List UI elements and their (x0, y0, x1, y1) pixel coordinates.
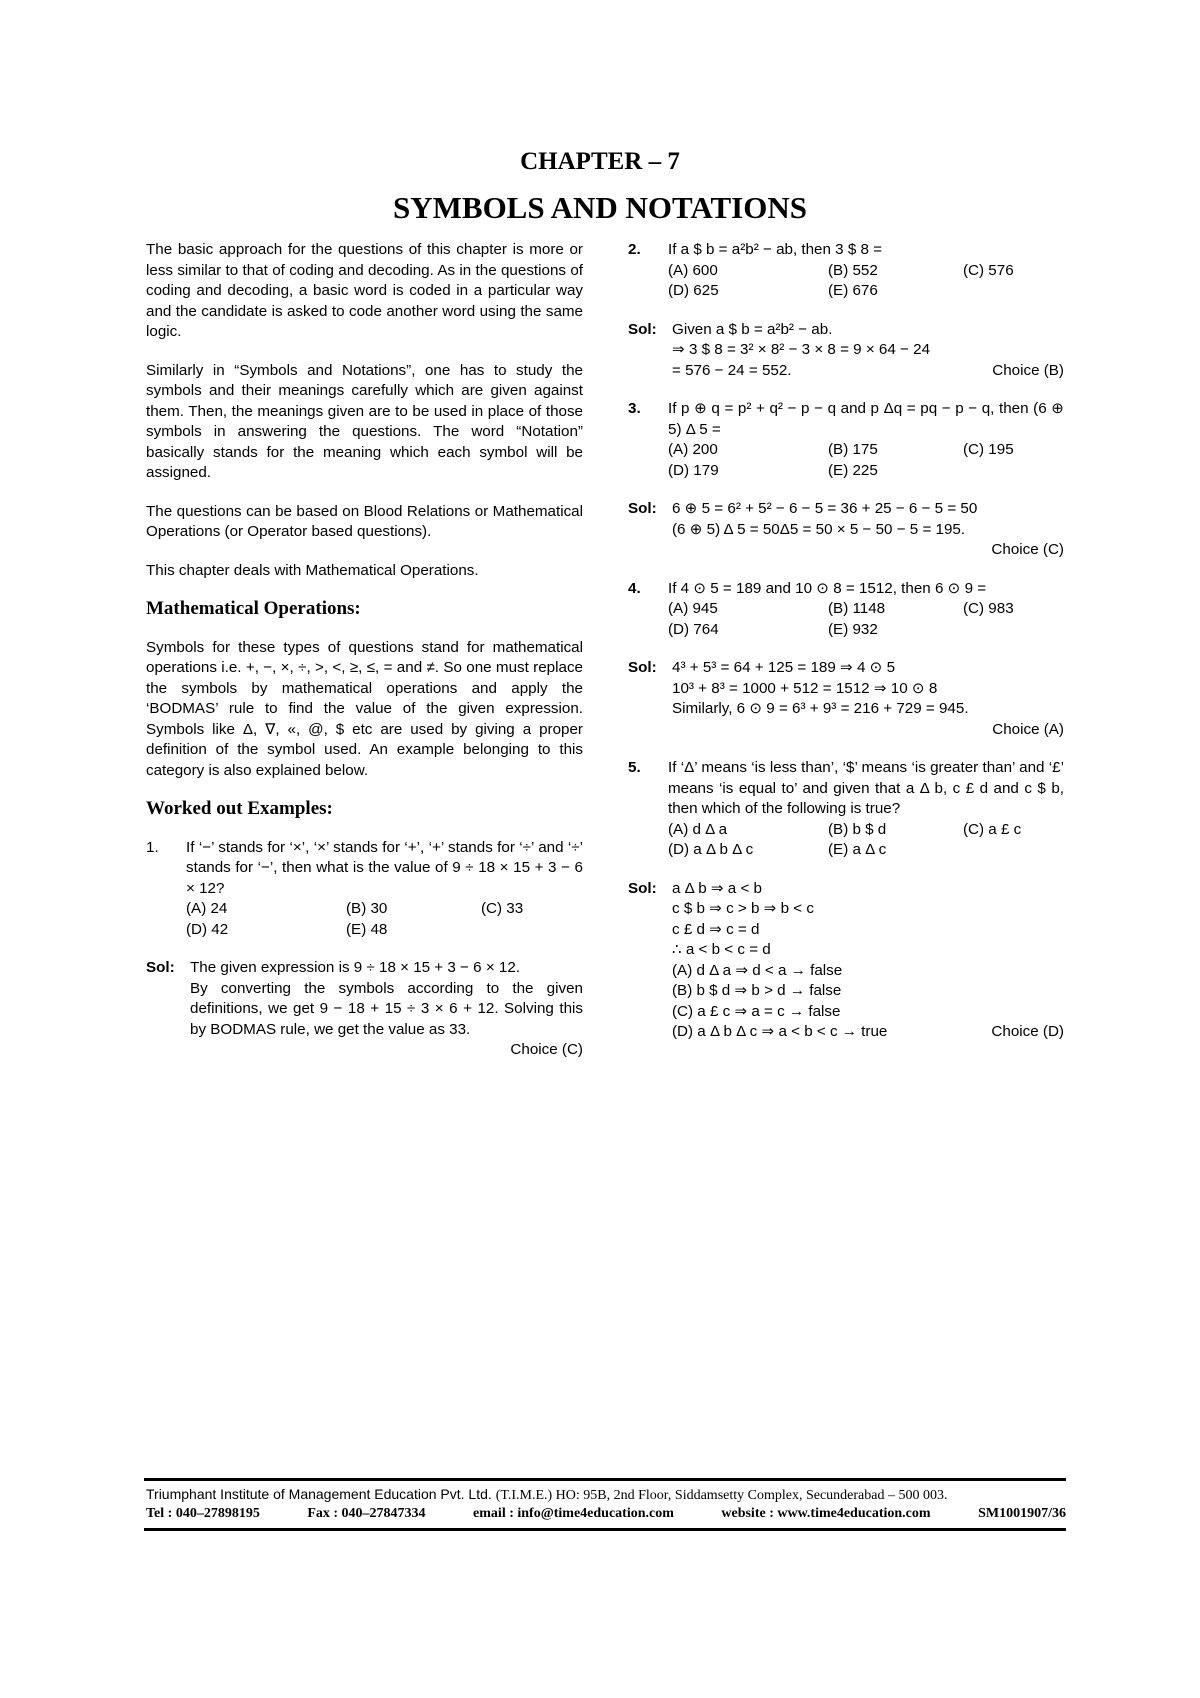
footer-company: Triumphant Institute of Management Education Pvt. Ltd. (146, 1486, 492, 1502)
answer-choice: Choice (C) (510, 1041, 583, 1058)
footer-email: email : info@time4education.com (473, 1506, 674, 1521)
option-c: (C) 195 (963, 441, 1014, 458)
option-d: (D) 42 (186, 920, 229, 938)
option-d: (D) 179 (668, 461, 719, 479)
option-e: (E) 225 (828, 461, 878, 479)
solution-3 (628, 499, 1064, 561)
solution-line: (C) a £ c ⇒ a = c → false (672, 1002, 841, 1020)
question-number: 5. (628, 759, 641, 776)
option-a: (A) 24 (186, 900, 228, 917)
question-5 (628, 758, 1064, 861)
solution-line: a Δ b ⇒ a < b (672, 879, 763, 897)
footer-tel: Tel : 040–27898195 (146, 1506, 260, 1521)
math-ops-paragraph: Symbols for these types of questions stand for mathematical operations i.e. +, −, ×, ÷, >, <, ≥, ≤, = and ≠. So one must replace the symbols by mathematical operations and apply the ‘BODMAS’ rule to find the value of the given expression. Symbols like Δ, ∇, «, @, $ etc are used by giving a proper definition of the symbol used. An example belonging to this category is also explained below. (146, 638, 583, 779)
footer-fax: Fax : 040–27847334 (307, 1506, 426, 1521)
answer-choice: Choice (B) (992, 361, 1064, 379)
options (668, 820, 1064, 861)
sol-label: Sol: (628, 500, 657, 517)
question-1 (146, 838, 583, 941)
option-a: (A) d Δ a (668, 820, 728, 838)
option-d: (D) a Δ b Δ c (668, 841, 754, 858)
options (668, 440, 1064, 481)
solution-line: ⇒ 3 $ 8 = 3² × 8² − 3 × 8 = 9 × 64 − 24 (672, 341, 931, 358)
option-a: (A) 600 (668, 261, 718, 279)
question-number: 1. (146, 838, 159, 856)
footer-code: SM1001907/36 (978, 1506, 1066, 1521)
option-c: (C) a £ c (963, 820, 1022, 838)
section-heading-worked-examples: Worked out Examples: (146, 798, 333, 819)
option-c: (C) 33 (481, 900, 524, 917)
solution-line: = 576 − 24 = 552. (672, 361, 792, 379)
right-column (628, 240, 1064, 1061)
question-number: 4. (628, 579, 641, 597)
question-2 (628, 240, 1064, 302)
options (186, 899, 583, 940)
question-text: If ‘−’ stands for ‘×’, ‘×’ stands for ‘+’, ‘+’ stands for ‘÷’ and ‘÷’ stands for ‘−’, then what is the value of 9 ÷ 18 × 15 + 3 − 6 × 12? (186, 838, 583, 897)
options (668, 599, 1064, 640)
section-heading-math-ops: Mathematical Operations: (146, 598, 361, 619)
option-e: (E) a Δ c (828, 841, 887, 858)
question-number: 2. (628, 241, 641, 258)
chapter-heading: CHAPTER – 7 (520, 148, 680, 175)
intro-paragraph-3: The questions can be based on Blood Relations or Mathematical Operations (or Operator based questions). (146, 502, 583, 540)
chapter-title: SYMBOLS AND NOTATIONS (393, 190, 807, 225)
solution-line: (B) b $ d ⇒ b > d → false (672, 982, 842, 999)
solution-line: 10³ + 8³ = 1000 + 512 = 1512 ⇒ 10 ⊙ 8 (672, 679, 938, 697)
question-4 (628, 579, 1064, 641)
solution-line: (A) d Δ a ⇒ d < a → false (672, 961, 843, 979)
sol-label: Sol: (628, 659, 657, 676)
intro-paragraph-4: This chapter deals with Mathematical Operations. (146, 561, 479, 579)
answer-choice: Choice (C) (991, 541, 1064, 558)
solution-line: By converting the symbols according to the given definitions, we get 9 − 18 + 15 ÷ 3 × 6 + 12. Solving this by BODMAS rule, we get the value as 33. (190, 979, 583, 1038)
solution-1 (146, 958, 583, 1061)
option-c: (C) 983 (963, 600, 1014, 617)
footer-rule-top (144, 1478, 1066, 1481)
sol-label: Sol: (628, 320, 657, 338)
question-text: If a $ b = a²b² − ab, then 3 $ 8 = (668, 241, 883, 258)
option-b: (B) 30 (346, 900, 388, 917)
question-text: If p ⊕ q = p² + q² − p − q and p Δq = pq − p − q, then (6 ⊕ 5) Δ 5 = (668, 400, 1064, 438)
option-e: (E) 932 (828, 620, 878, 638)
solution-5 (628, 879, 1064, 1043)
solution-line: Given a $ b = a²b² − ab. (672, 320, 833, 338)
footer-website: website : www.time4education.com (721, 1506, 931, 1521)
solution-line: ∴ a < b < c = d (672, 941, 771, 958)
left-column (146, 240, 583, 1079)
options (668, 261, 1064, 302)
solution-line: 4³ + 5³ = 64 + 125 = 189 ⇒ 4 ⊙ 5 (672, 659, 896, 676)
option-b: (B) 175 (828, 441, 878, 458)
solution-line: 6 ⊕ 5 = 6² + 5² − 6 − 5 = 36 + 25 − 6 − 5 = 50 (672, 500, 978, 517)
solution-4 (628, 658, 1064, 740)
footer-rule-bottom (144, 1528, 1066, 1531)
option-a: (A) 945 (668, 600, 718, 617)
question-text: If ‘Δ’ means ‘is less than’, ‘$’ means ‘is greater than’ and ‘£’ means ‘is equal to’ and given that a Δ b, c £ d and c $ b, then which of the following is true? (668, 759, 1064, 817)
question-number: 3. (628, 400, 641, 417)
footer-contacts (146, 1506, 1066, 1522)
solution-line: Similarly, 6 ⊙ 9 = 6³ + 9³ = 216 + 729 = 945. (672, 700, 969, 717)
footer-address (146, 1486, 1066, 1504)
footer-ho-address: (T.I.M.E.) HO: 95B, 2nd Floor, Siddamsetty Complex, Secunderabad – 500 003. (495, 1488, 948, 1503)
option-d: (D) 764 (668, 620, 719, 638)
solution-line: The given expression is 9 ÷ 18 × 15 + 3 − 6 × 12. (190, 959, 521, 976)
solution-line: (6 ⊕ 5) Δ 5 = 50Δ5 = 50 × 5 − 50 − 5 = 195. (672, 520, 966, 538)
question-text: If 4 ⊙ 5 = 189 and 10 ⊙ 8 = 1512, then 6 ⊙ 9 = (668, 579, 987, 597)
question-3 (628, 399, 1064, 481)
option-c: (C) 576 (963, 261, 1014, 279)
sol-label: Sol: (628, 879, 657, 897)
option-d: (D) 625 (668, 282, 719, 299)
intro-paragraph-2: Similarly in “Symbols and Notations”, one has to study the symbols and their meanings carefully which are given against them. Then, the meanings given are to be used in place of those symbols in answering the questions. The word “Notation” basically stands for the meaning which each symbol will be assigned. (146, 361, 583, 481)
option-e: (E) 676 (828, 282, 878, 299)
answer-choice: Choice (D) (991, 1023, 1064, 1040)
option-b: (B) 552 (828, 261, 878, 279)
sol-label: Sol: (146, 959, 175, 976)
option-a: (A) 200 (668, 441, 718, 458)
solution-line: (D) a Δ b Δ c ⇒ a < b < c → true (672, 1023, 888, 1040)
intro-paragraph-1: The basic approach for the questions of this chapter is more or less similar to that of coding and decoding. As in the questions of coding and decoding, a basic word is coded in a particular way and the candidate is asked to code another word using the same logic. (146, 241, 583, 340)
solution-line: c £ d ⇒ c = d (672, 920, 760, 938)
solution-2 (628, 320, 1064, 382)
answer-choice: Choice (A) (992, 720, 1064, 738)
option-e: (E) 48 (346, 920, 388, 938)
solution-line: c $ b ⇒ c > b ⇒ b < c (672, 900, 814, 917)
option-b: (B) 1148 (828, 600, 886, 617)
option-b: (B) b $ d (828, 820, 887, 838)
